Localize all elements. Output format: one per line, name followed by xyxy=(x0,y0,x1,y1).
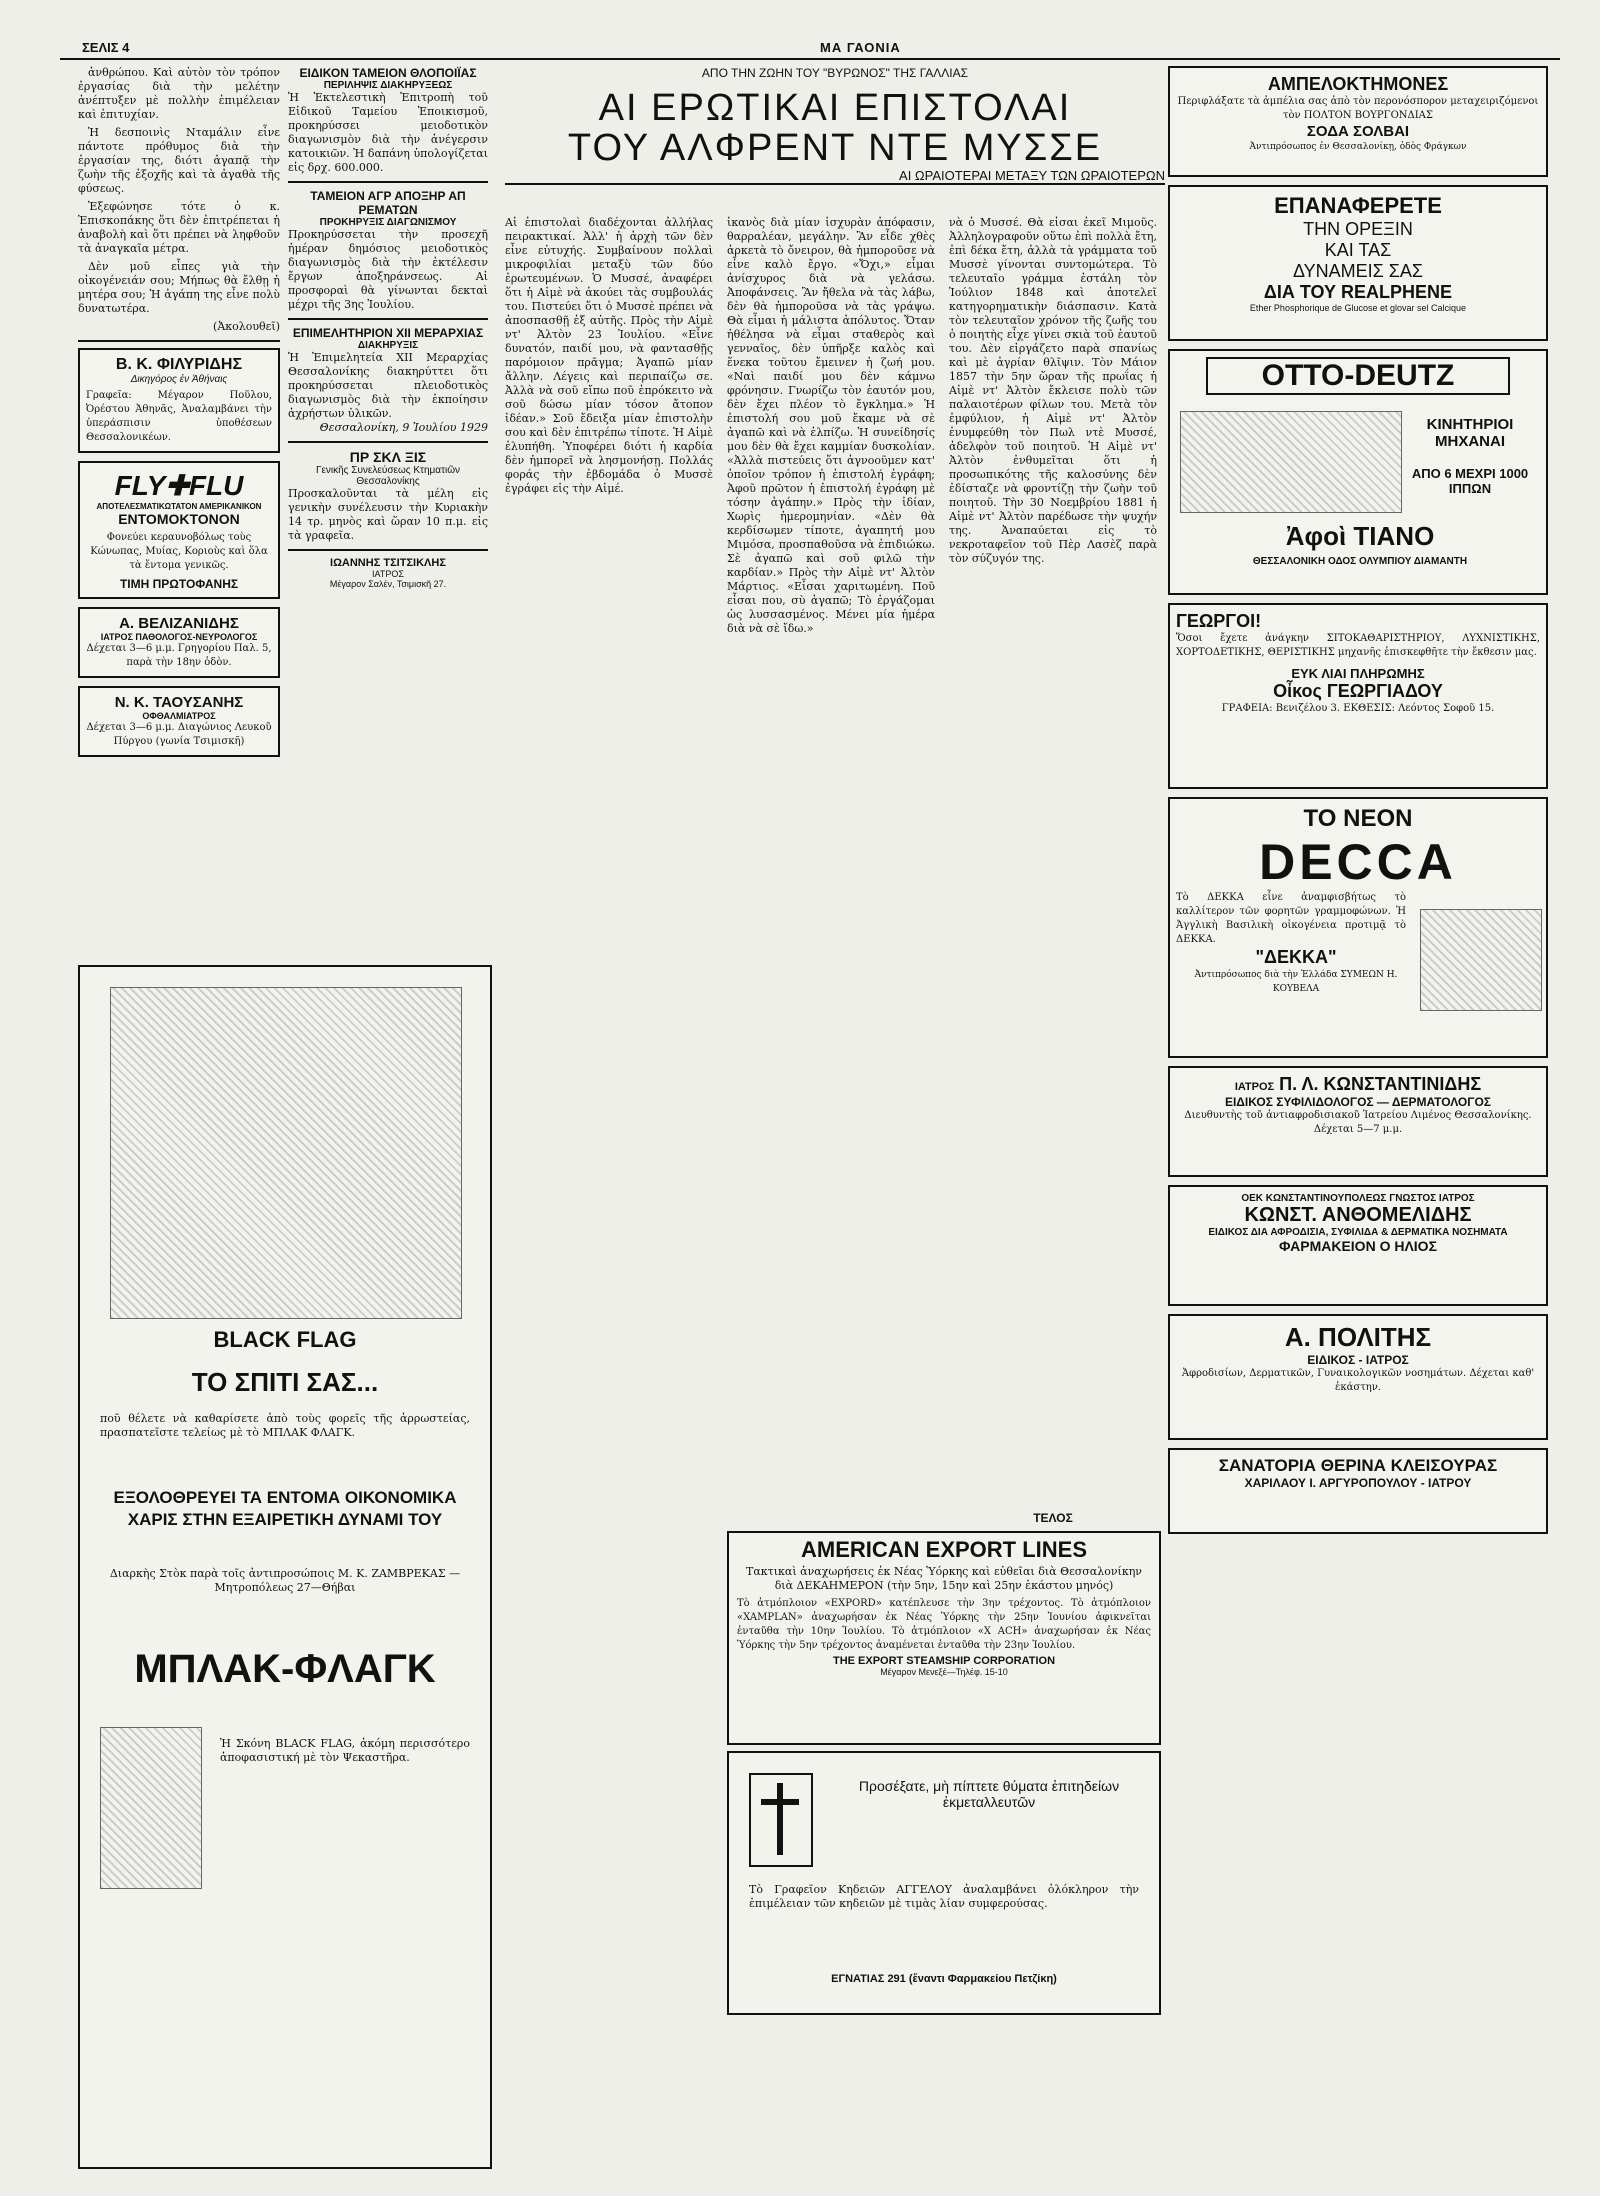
flyflu-title: FLY✚FLU xyxy=(114,470,244,501)
otto-brand: Ἀφοὶ ΤΙΑΝΟ xyxy=(1285,521,1435,551)
realphene-line: ΚΑΙ ΤΑΣ xyxy=(1324,240,1392,260)
article-title-1: ΑΙ ΕΡΩΤΙΚΑΙ ΕΠΙΣΤΟΛΑΙ xyxy=(598,87,1072,129)
farm-pay: ΕΥΚ ΛΙΑΙ ΠΛΗΡΩΜΗΣ xyxy=(1291,666,1425,681)
realphene-line: ΔΙΑ ΤΟΥ REALPHENE xyxy=(1263,282,1453,302)
funeral-ad xyxy=(727,1751,1161,2015)
notice-subheading: ΔΙΑΚΗΡΥΞΙΣ xyxy=(357,340,419,351)
doctor-label: ΙΑΤΡΟΣ xyxy=(1234,1081,1275,1093)
ads-column xyxy=(1168,66,1548,2166)
wine-agent: Ἀντιπρόσωπος ἐν Θεσσαλονίκῃ, ὁδὸς Φράγκων xyxy=(1249,142,1467,152)
doctor-title: ΙΑΤΡΟΣ xyxy=(372,569,404,579)
amex-sub: Τακτικαὶ ἀναχωρήσεις ἐκ Νέας Ὑόρκης καὶ εὐθεῖαι διὰ Θεσσαλονίκην διὰ ΔΕΚΑΗΜΕΡΟΝ (τὴν 5ην, 15ην καὶ 25ην ἑκάστου μηνός) xyxy=(746,1565,1142,1592)
realphene-line: ΤΗΝ ΟΡΕΞΙΝ xyxy=(1303,219,1413,239)
article-end: ΤΕΛΟΣ xyxy=(1033,1511,1073,1525)
doctor-text: Δέχεται 3—6 μ.μ. Γρηγορίου Παλ. 5, παρὰ τὴν 18ην ὁδὸν. xyxy=(86,643,272,668)
realphene-line: ΔΥΝΑΜΕΙΣ ΣΑΣ xyxy=(1292,261,1424,281)
amex-corp: THE EXPORT STEAMSHIP CORPORATION xyxy=(832,1655,1056,1667)
pharmacy-name: ΦΑΡΜΑΚΕΙΟΝ Ο ΗΛΙΟΣ xyxy=(1279,1238,1437,1254)
amex-text: Τὸ ἀτμόπλοιον «EXPORD» κατέπλευσε τὴν 3ην τρέχοντος. Τὸ ἀτμόπλοιον «XAMPLAN» ἀναχωρήσαν ἐκ Νέας Ὑόρκης τὴν 25ην Ἰουνίου ἀφικνεῖται ἐνταῦθα τὴν 10ην Ἰουλίου. Τὸ ἀτμόπλοιον «X ACH» ἀναχωρήσαν ἐκ Νέας Ὑόρκης τὴν 5ην τρέχοντος ἀναμένεται ἐνταῦθα τὴν 23ην Ἰουλίου. xyxy=(737,1598,1151,1651)
gramophone-illustration xyxy=(1420,909,1542,1011)
decca-brand: DECCA xyxy=(1259,834,1457,890)
cross-icon xyxy=(749,1773,813,1867)
otto-ad xyxy=(1168,349,1548,595)
decca-name: "ΔΕΚΚΑ" xyxy=(1255,947,1337,967)
blackflag-ad xyxy=(78,965,492,2169)
doctor-ad-1 xyxy=(78,607,280,678)
article-col-2: ἱκανὸς διὰ μίαν ἰσχυρὰν ἀπόφασιν, θαρραλέαν, μεγάλην. Ἂν εἶδε χθὲς ἀρκετὰ τὸ ὄνειρον, θὰ ἠμποροῦσε νὰ εἶνε καλὸ ἔργο. «Ὄχι,» εἶμαι ἀνίσχυρος διὰ νὰ γελάσω. Ἀποφάνσεις. Ἂν ἤθελα νὰ τὰς λάβω, δὲν θὰ ἠμποροῦσα νὰ τὰς γράψω. Θὰ εἶμαι ἡ μάλιστα ἀπόλυτος. Ὅταν ἠθέλησα νὰ εἶμαι σταθερὸς καὶ γενναῖος, δὲν ὑπῆρξε καλὸς καὶ ἕνεκα τοῦτου ἔμεινεν ἡ ζωή μου. «Ναὶ παιδί μου δὲν κάμνω φρόνησιν. Γνωρίζω τὸν ἑαυτόν μου, δὲν ἔχει πλέον τὸ ἔγκλημα.» Ἡ ἐπιστολή σου μοῦ ἔκαμε νὰ σὲ ἀγαπῶ καὶ νὰ ἐλπίζω. Ἡ συνείδησίς μου δὲν θὰ ἔχει καμμίαν δυσκολίαν. «Ἀλλὰ πιστεύεις ὅτι ἀγνοοῦμεν κατ' ὁποῖον τρόπον ἡ ἐπιστολή ἐγράφη; Ἀφοῦ πρῶτον ἡ ἐπιστολή ἐγράφη μὲ τόσην ἀγάπην.» Πρὸς τὴν ἰδίαν, Χωρὶς ἡμερομηνίαν. «Δὲν θὰ κερδίσωμεν τίποτε, ἀγαπητή μου Μιμόσα, προσπαθοῦσα νὰ ἐπιδιώκω. Σὲ ἀγαπῶ καὶ σοῦ φιλῶ τὴν καρδίαν.» Πρὸς τὴν Αἰμὲ ντ' Ἀλτὸν Μάρτιος. «Εἶσαι χαριτωμένη. Ποῦ εἶσαι που, σὺ ἀγαπῶ; Τὸ ἐργάζομαι ὡς λυσσασμένος. Μένει μία ἡμέρα διὰ νὰ σὲ ἴδω.» xyxy=(727,216,935,635)
flyflu-ad xyxy=(78,461,280,599)
paragraph: Ἐξεφώνησε τότε ὁ κ. Ἐπισκοπάκης ὅτι δὲν ἐπιτρέπεται ἡ ἀναβολὴ καὶ ὅτι πρέπει νὰ ληφθοῦν τὰ ἀναγκαῖα μέτρα. xyxy=(78,200,280,255)
doctor-name: Α. ΒΕΛΙΖΑΝΙΔΗΣ xyxy=(119,615,239,632)
doctor-ad-2 xyxy=(78,686,280,757)
doctor-title: ΙΑΤΡΟΣ ΠΑΘΟΛΟΓΟΣ-ΝΕΥΡΟΛΟΓΟΣ xyxy=(100,632,258,642)
realphene-note: Ether Phosphorique de Glucose et glovar sel Calcique xyxy=(1249,303,1467,313)
farm-firm: Οἶκος ΓΕΩΡΓΙΑΔΟΥ xyxy=(1273,681,1443,701)
notice-text: Ἡ Ἐπιμελητεία XII Μεραρχίας Θεσσαλονίκης διακηρύττει ὅτι προκηρύσσεται πλειοδοτικὸς διαγωνισμὸς διὰ τὴν ἐκποίησιν ἀχρήστων ὑλικῶν. xyxy=(288,351,488,420)
article-col-3: νὰ ὁ Μυσσέ. Θὰ εἶσαι ἐκεῖ Μιμοῦς. Ἀλληλογραφοῦν οὕτω ἐπὶ πολλὰ ἔτη, ἐπὶ δέκα ἔτη, ἀλλὰ τὰ γράμματα τοῦ Μυσσὲ γίνονται συντομώτερα. Τὸ τελευταῖο γράμμα ἐστάλη τὸν Ἰούλιον 1848 καὶ ἀποτελεῖ κατηγορηματικὴν διάσπασιν. Κατὰ τὸν τελευταῖον χρόνον τῆς ζωῆς του ὁ ποιητὴς εἶχε γίνει σκιὰ τοῦ ἑαυτοῦ του. Δὲν εἰργάζετο παρὰ σπανίως καὶ μὲ ἀγρίαν θλῖψιν. Τὸν Μάιον 1857 τὴν 5ην ὥραν τῆς πρωΐας ἡ Αἰμὲ ντ' Ἀλτὸν ἔκλεισε πολὺ τῶν παλαιοτέρων φίλων του. Μετὰ τὸν ἐμφύλιον, ἡ Αἰμὲ ντ' Ἀλτὸν ἐνυμφεύθη τὸν Πωλ ντὲ Μυσσέ, ἀδελφὸν τοῦ ποιητοῦ. Ἡ Αἰμὲ ντ' Ἀλτὸν ἐνθυμεῖται ὅτι ἡ προσωπικότης τῆς καλοσύνης δὲν ἐδίσταζε νὰ φροντίζῃ τὴν ζωὴν τοῦ ποιητοῦ. Τὴν 30 Νοεμβρίου 1881 ἡ Αἰμὲ ντ' Ἀλτὸν παρέδωσε τὴν ψυχήν της. Ἀναπαύεται εἰς τὸ νεκροταφεῖον τοῦ Πὲρ Λασὲζ παρὰ τὸν σύζυγόν της. xyxy=(949,216,1157,565)
divider xyxy=(288,181,488,183)
masthead xyxy=(60,40,1560,60)
divider xyxy=(288,318,488,320)
decca-ad xyxy=(1168,797,1548,1058)
doctor-text: Δέχεται 3—6 μ.μ. Διαγώνιος Λευκοῦ Πύργου (γωνία Τσιμισκῆ) xyxy=(86,722,272,747)
doctor-name: Π. Λ. ΚΩΝΣΤΑΝΤΙΝΙΔΗΣ xyxy=(1279,1074,1482,1094)
article-column xyxy=(505,66,1165,2166)
divider xyxy=(78,340,280,342)
doctor-name: Ν. Κ. ΤΑΟΥΣΑΝΗΣ xyxy=(114,694,244,711)
blackflag-can xyxy=(100,1727,202,1889)
realphene-title: ΕΠΑΝΑΦΕΡΕΤΕ xyxy=(1274,193,1442,218)
doctor-ad-3 xyxy=(1168,1066,1548,1177)
engine-illustration xyxy=(1180,411,1402,513)
paragraph: Δὲν μοῦ εἶπες γιὰ τὴν οἰκογένειάν σου; Μήπως θὰ ἔλθῃ ἡ μητέρα σου; Ἡ ἀγάπη της εἶνε πολὺ δυνατωτέρα. xyxy=(78,260,280,315)
article-subtitle: ΑΙ ΩΡΑΙΟΤΕΡΑΙ ΜΕΤΑΞΥ ΤΩΝ ΩΡΑΙΟΤΕΡΩΝ xyxy=(505,168,1165,185)
flyflu-name: ΕΝΤΟΜΟΚΤΟΝΟΝ xyxy=(118,511,240,527)
doctor-name: ΙΩΑΝΝΗΣ ΤΣΙΤΣΙΚΛΗΣ xyxy=(330,557,446,569)
notice-heading: ΕΠΙΜΕΛΗΤΗΡΙΟΝ ΧΙΙ ΜΕΡΑΡΧΙΑΣ xyxy=(292,326,484,340)
wine-text: Περιφλάξατε τὰ ἀμπέλια σας ἀπὸ τὸν περονόσπορον μεταχειριζόμενοι τὸν ΠΟΛΤΟΝ ΒΟΥΡΓΟΝΔΙΑΣ xyxy=(1177,96,1539,121)
amex-title: AMERICAN EXPORT LINES xyxy=(800,1537,1088,1562)
doctor-kicker: ΟΕΚ ΚΩΝΣΤΑΝΤΙΝΟΥΠΟΛΕΩΣ ΓΝΩΣΤΟΣ ΙΑΤΡΟΣ xyxy=(1241,1193,1475,1204)
doctor-ad-5 xyxy=(1168,1314,1548,1440)
serial-text xyxy=(78,66,280,334)
lawyer-text: Γραφεῖα: Μέγαρον Ποῦλου, Ὀρέστου Ἀθηνᾶς, Ἀναλαμβάνει τὴν ὑπεράσπισιν ὑποθέσεων Θεσσαλονικέων. xyxy=(86,390,272,443)
lawyer-name: Β. Κ. ΦΙΛΥΡΙΔΗΣ xyxy=(115,356,243,373)
sanatorium-text: ΧΑΡΙΛΑΟΥ Ι. ΑΡΓΥΡΟΠΟΥΛΟΥ - ΙΑΤΡΟΥ xyxy=(1244,1476,1472,1490)
farm-addr: ΓΡΑΦΕΙΑ: Βενιζέλου 3. ΕΚΘΕΣΙΣ: Λεόντος Σοφοῦ 15. xyxy=(1221,703,1495,714)
otto-range: ΑΠΟ 6 ΜΕΧΡΙ 1000 ΙΠΠΩΝ xyxy=(1411,466,1529,496)
decca-agent: Ἀντιπρόσωπος διὰ τὴν Ἑλλάδα ΣΥΜΕΩΝ Η. ΚΟΥΒΕΛΑ xyxy=(1194,970,1398,994)
doctor-address: Μέγαρον Σαλέν, Τσιμισκῆ 27. xyxy=(329,579,447,589)
doctor-spec: ΕΙΔΙΚΟΣ ΔΙΑ ΑΦΡΟΔΙΣΙΑ, ΣΥΦΙΛΙΔΑ & ΔΕΡΜΑΤΙΚΑ ΝΟΣΗΜΑΤΑ xyxy=(1208,1227,1508,1238)
blackflag-text: ποῦ θέλετε νὰ καθαρίσετε ἀπὸ τοὺς φορεῖς τῆς ἀρρωστείας, πρασπατεῖστε τελείως μὲ τὸ ΜΠΛΑΚ ΦΛΑΓΚ. xyxy=(100,1412,470,1439)
article-body xyxy=(505,216,1165,1506)
blackflag-headline: ΤΟ ΣΠΙΤΙ ΣΑΣ... xyxy=(191,1367,379,1397)
doctor-title: ΟΦΘΑΛΜΙΑΤΡΟΣ xyxy=(142,711,216,721)
notice-sign: Θεσσαλονίκη, 9 Ἰουλίου 1929 xyxy=(319,421,488,434)
page-label: ΣΕΛΙΣ 4 xyxy=(82,40,130,55)
notice-subheading: ΠΡΟΚΗΡΥΞΙΣ ΔΙΑΓΩΝΙΣΜΟΥ xyxy=(319,217,457,228)
doctor-text: Ἀφροδισίων, Δερματικῶν, Γυναικολογικῶν νοσημάτων. Δέχεται καθ' ἑκάστην. xyxy=(1181,1368,1535,1393)
otto-sub: ΚΙΝΗΤΗΡΙΟΙ ΜΗΧΑΝΑΙ xyxy=(1426,416,1514,450)
blackflag-illustration xyxy=(110,987,462,1319)
blackflag-agent: Διαρκὴς Στὸκ παρὰ τοῖς ἀντιπροσώποις Μ. Κ. ΖΑΜΒΡΕΚΑΣ — Μητροπόλεως 27—Θήβαι xyxy=(109,1567,461,1594)
doctor-name: Α. ΠΟΛΙΤΗΣ xyxy=(1284,1322,1432,1352)
article-col-1: Αἱ ἐπιστολαὶ διαδέχονται ἀλλήλας πειρακτικαί. Ἀλλ' ἡ ἀρχὴ τῶν δὲν εἶνε εὐτυχής. Συμβαίνουν πολλαὶ μικροφιλίαι μεταξὺ τῶν δύο ἐρωτευμένων. Ὁ Μυσσέ, ἀναφέρει ὅτι ἡ Αἰμὲ νὰ ἀκούει τὰς συμβουλάς του. Πιστεύει ὅτι ὁ Μυσσὲ πρέπει νὰ ἀποσπασθῇ ἐξ αὐτῆς. Πρὸς τὴν Αἰμὲ ντ' Ἀλτὸν 23 Ἰουλίου. «Εἶνε δυνατόν, παιδί μου, νὰ φαντασθῇς παρόμοιον πρᾶγμα; Ἀγαπῶ μίαν ἄλλην. Λέγεις καὶ περιπαίζω σε. Ἀλλὰ νὰ σοῦ εἴπω ποῦ ἐπρόκειτο νὰ σοῦ δώσω μίαν τόσον ἄτοπον ἰδέαν.» Σοῦ ἔδειξα μίαν ἐπιστολὴν σου καὶ δὲν ἐπιτρέπω τίποτε. Ἡ Αἰμὲ ἐλυπήθη. Ὑποφέρει διότι ἡ καρδία δὲν ἠμπορεῖ νὰ λησμονήσῃ. Πολλάς φοράς τὴν ἑβδομάδα ὁ Μυσσὲ ἐγράφει εἰς τὴν Αἰμέ. xyxy=(505,216,713,495)
paper-name: ΜΑ ΓΑΟΝΙΑ xyxy=(820,40,901,55)
divider xyxy=(288,549,488,551)
funeral-addr: ΕΓΝΑΤΙΑΣ 291 (ἔναντι Φαρμακείου Πετζίκη) xyxy=(831,1973,1057,1985)
notice-text: Προσκαλοῦνται τὰ μέλη εἰς γενικὴν συνέλευσιν τὴν Κυριακὴν 14 τρ. μηνὸς καὶ ὥραν 10 π.μ. εἰς τὰ γραφεῖα. xyxy=(288,487,488,542)
notice-heading: ΕΙΔΙΚΟΝ ΤΑΜΕΙΟΝ ΘΛΟΠΟΙΪΑΣ xyxy=(299,66,477,80)
otto-title: OTTO-DEUTZ xyxy=(1206,357,1510,395)
wine-soda: ΣΟΔΑ ΣΟΛΒΑΙ xyxy=(1306,123,1410,140)
wine-title: ΑΜΠΕΛΟΚΤΗΜΟΝΕΣ xyxy=(1267,74,1449,94)
funeral-text: Τὸ Γραφεῖον Κηδειῶν ΑΓΓΕΛΟΥ ἀναλαμβάνει ὁλόκληρον τὴν ἐπιμέλειαν τῶν κηδειῶν μὲ τιμὰς λίαν συμφερούσας. xyxy=(749,1883,1139,1910)
realphene-ad xyxy=(1168,185,1548,341)
notice-heading: ΠΡ ΣΚΛ ΞΙΣ xyxy=(349,449,427,465)
wine-ad xyxy=(1168,66,1548,177)
article-kicker: ΑΠΟ ΤΗΝ ΖΩΗΝ ΤΟΥ "ΒΥΡΩΝΟΣ" ΤΗΣ ΓΑΛΛΙΑΣ xyxy=(701,66,969,80)
blackflag-slogan: ΕΞΟΛΟΘΡΕΥΕΙ ΤΑ ΕΝΤΟΜΑ ΟΙΚΟΝΟΜΙΚΑ ΧΑΡΙΣ ΣΤΗΝ ΕΞΑΙΡΕΤΙΚΗ ΔΥΝΑΜΙ ΤΟΥ xyxy=(113,1488,457,1529)
notice-subheading: ΠΕΡΙΛΗΨΙΣ ΔΙΑΚΗΡΥΞΕΩΣ xyxy=(323,80,453,91)
doctor-text: Διευθυντὴς τοῦ ἀντιαφροδισιακοῦ Ἰατρείου Λιμένος Θεσσαλονίκης. Δέχεται 5—7 μ.μ. xyxy=(1184,1110,1532,1135)
sanatorium-title: ΣΑΝΑΤΟΡΙΑ ΘΕΡΙΝΑ ΚΛΕΙΣΟΥΡΑΣ xyxy=(1218,1456,1498,1475)
lawyer-title: Δικηγόρος ἐν Ἀθήναις xyxy=(130,374,228,385)
blackflag-note: Ἡ Σκόνη BLACK FLAG, ἀκόμη περισσότερο ἀποφασιστική μὲ τὸν Ψεκαστῆρα. xyxy=(220,1737,470,1764)
serial-author: (Ἀκολουθεῖ) xyxy=(213,320,280,333)
blackflag-brand: BLACK FLAG xyxy=(213,1327,357,1352)
doctor-ad-4 xyxy=(1168,1185,1548,1306)
farm-text: Ὅσοι ἔχετε ἀνάγκην ΣΙΤΟΚΑΘΑΡΙΣΤΗΡΙΟΥ, ΛΥΧΝΙΣΤΙΚΗΣ, ΧΟΡΤΟΔΕΤΙΚΗΣ, ΘΕΡΙΣΤΙΚΗΣ μηχανῆς ἐπισκεφθῆτε τὴν ἔκθεσιν μας. xyxy=(1176,633,1540,658)
notice-text: Προκηρύσσεται τὴν προσεχῆ ἡμέραν δημόσιος μειοδοτικὸς διαγωνισμὸς διὰ τὴν ἐκτέλεσιν ἔργων ἀποξηράνσεως. Αἱ προσφοραὶ θὰ γίνωνται δεκταὶ μέχρι τῆς 3ης Ἰουλίου. xyxy=(288,228,488,311)
article-title-2: ΤΟΥ ΑΛΦΡΕΝΤ ΝΤΕ ΜΥΣΣΕ xyxy=(567,127,1103,169)
paragraph: Ἡ δεσποινὶς Νταμάλιν εἶνε πάντοτε πρόθυμος διὰ τὴν ἐργασίαν της, διότι ἀγαπᾷ τὴν ζωὴν τῆς ἐξοχῆς καὶ τὰ ἀγαθὰ τῆς φύσεως. xyxy=(78,126,280,195)
farm-title: ΓΕΩΡΓΟΙ! xyxy=(1176,611,1262,631)
decca-title: ΤΟ ΝΕΟΝ xyxy=(1303,805,1413,832)
notice-heading: ΤΑΜΕΙΟΝ ΑΓΡ ΑΠΟΞΗΡ ΑΠ ΡΕΜΑΤΩΝ xyxy=(310,189,466,217)
divider xyxy=(288,441,488,443)
notice-subheading: Γενικῆς Συνελεύσεως Κτηματιῶν Θεσσαλονίκης xyxy=(315,465,461,487)
flyflu-sub: ΑΠΟΤΕΛΕΣΜΑΤΙΚΩΤΑΤΟΝ ΑΜΕΡΙΚΑΝΙΚΟΝ xyxy=(96,502,262,511)
paragraph: ἀνθρώπου. Καὶ αὐτὸν τὸν τρόπον ἐργασίας διὰ τὴν μελέτην ἀνέπτυξεν μὲ πολλὴν ἐπιμέλειαν καὶ ἐπιτυχίαν. xyxy=(78,66,280,121)
decca-text: Τὸ ΔΕΚΚΑ εἶνε ἀναμφισβήτως τὸ καλλίτερον τῶν φορητῶν γραμμοφώνων. Ἡ Ἀγγλικὴ Βασιλικὴ οἰκογένεια προτιμᾷ τὸ ΔΕΚΚΑ. xyxy=(1176,892,1406,945)
amex-ad xyxy=(727,1531,1161,1745)
otto-addr: ΘΕΣΣΑΛΟΝΙΚΗ ΟΔΟΣ ΟΛΥΜΠΙΟΥ ΔΙΑΜΑΝΤΗ xyxy=(1252,556,1468,567)
farm-ad xyxy=(1168,603,1548,789)
doctor-spec: ΕΙΔΙΚΟΣ ΣΥΦΙΛΙΔΟΛΟΓΟΣ — ΔΕΡΜΑΤΟΛΟΓΟΣ xyxy=(1224,1095,1492,1109)
sanatorium-ad xyxy=(1168,1448,1548,1534)
funeral-head: Προσέξατε, μὴ πίπτετε θύματα ἐπιτηδείων ἐκμεταλλευτῶν xyxy=(858,1778,1120,1810)
doctor-spec: ΕΙΔΙΚΟΣ - ΙΑΤΡΟΣ xyxy=(1307,1353,1409,1367)
flyflu-text: Φονεύει κεραυνοβόλως τοὺς Κώνωπας, Μυίας, Κοριοὺς καὶ ὅλα τὰ ἔντομα γενικῶς. xyxy=(90,532,268,571)
notice-text: Ἡ Ἐκτελεστικὴ Ἐπιτροπὴ τοῦ Εἰδικοῦ Ταμείου Ἐποικισμοῦ, προκηρύσσει μειοδοτικὸν διαγωνισμὸν διὰ τὴν ἀνέγερσιν κατοικιῶν. Ἡ δαπάνη ὑπολογίζεται εἰς δρχ. 600.000. xyxy=(288,91,488,174)
flyflu-price: ΤΙΜΗ ΠΡΩΤΟΦΑΝΗΣ xyxy=(119,577,239,591)
blackflag-big: ΜΠΛΑΚ-ΦΛΑΓΚ xyxy=(134,1647,436,1691)
doctor-name: ΚΩΝΣΤ. ΑΝΘΟΜΕΛΙΔΗΣ xyxy=(1244,1204,1472,1226)
lawyer-ad xyxy=(78,348,280,453)
amex-addr: Μέγαρον Μενεξέ—Τηλέφ. 15-10 xyxy=(880,1667,1008,1677)
